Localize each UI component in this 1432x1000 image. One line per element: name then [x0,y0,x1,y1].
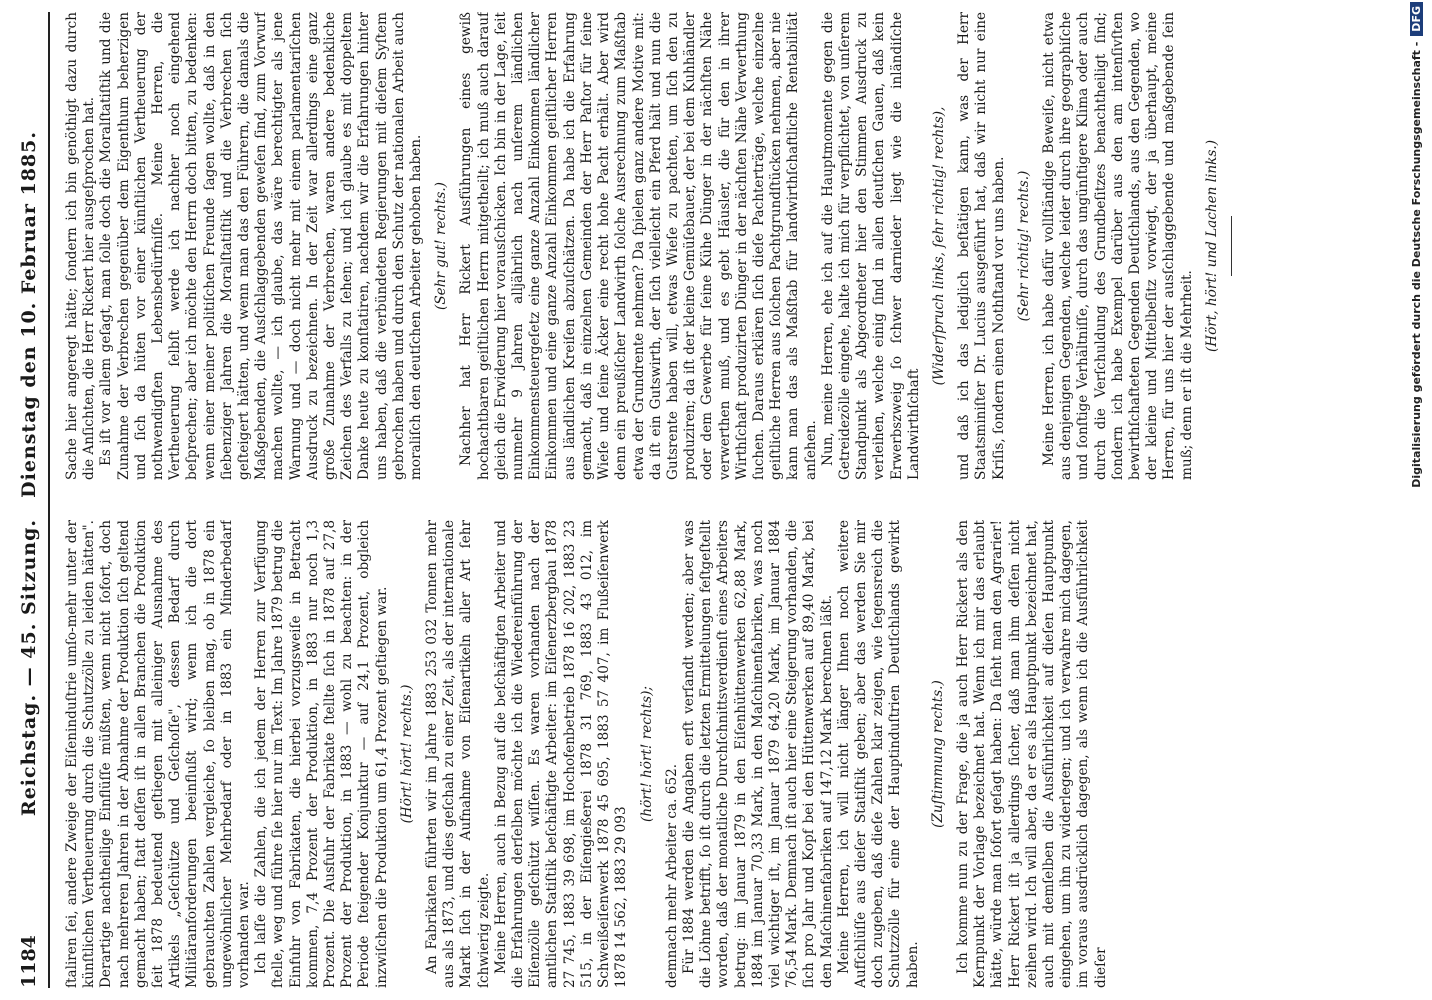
paragraph: Ich laſſe die Zahlen, die ich jedem der Herren zur Verfügung ſtelle, weg und führe ſie hier nur im Text: Im Jahre 1879 betrug die Einfuhr von Fabrikaten, die hierbei vorzugsweiſe in Betracht kommen, 7,4 Prozent der Produktion, in 1883 nur noch 1,3 Prozent. Die Ausfuhr der Fabrikate ſtellte ſich in 1878 auf 27,8 Prozent der Produktion, in 1883 — wohl zu beachten: in der Periode ſteigender Konjunktur — auf 24,1 Prozent, obgleich inzwiſchen die Produktion um 61,4 Prozent geſtiegen war. [253,520,390,988]
interjection: (Sehr gut! rechts.) [433,182,450,310]
page-title [18,12,40,935]
session-title: Reichstag. — 45. Sitzung. [18,518,40,817]
interjection: (Hört, hört! und Lachen links.) [1203,139,1220,353]
paragraph: Nun, meine Herren, ehe ich auf die Hauptmomente gegen die Getreidezölle eingehe, halte ich mich für verpflichtet, von unſerem Standpunkt als Abgeordneter hier den Stimmen Ausdruck zu verleihen, welche einig ſind in allen deutſchen Gauen, daß kein Erwerbszweig ſo ſchwer darnieder liegt wie die inländiſche Landwirthſchaft [819,12,922,480]
credit-text: Digitalisierung gefördert durch die Deutsche Forschungsgemeinschaft - [1410,41,1423,488]
page-number: 1184 [18,935,40,988]
paragraph: und daß ich das lediglich beſtätigen kann, was der Herr Staatsminiſter Dr. Lucius ausgeführt hat, daß wir nicht nur eine Kriſis, ſondern einen Nothſtand vor uns haben. [956,12,1007,480]
interjection: (Sehr richtig! rechts.) [1015,170,1032,322]
dfg-logo: DFG [1410,2,1423,36]
paragraph: Ich komme nun zu der Frage, die ja auch Herr Rickert als den Kernpunkt der Vorlage bezeichnet hat. Wenn ich mir das erlaubt hätte, würde man ſofort geſagt haben: Da ſieht man den Agrarier! Herr Rickert iſt ja allerdings ſicher, daß man ihm deſſen nicht zeihen wird. Ich will aber, da er es als Hauptpunkt bezeichnet hat, auch mit demſelben die Ausführlichkeit auf dieſen Hauptpunkt eingehen, um ihn zu widerlegen; und ich verwahre mich dagegen, im voraus ausdrücklich dagegen, als wenn ich die Ausführlichkeit dieſer [954,520,1109,988]
right-column [64,12,1394,480]
paragraph: ſtaliren ſei, andere Zweige der Eiſeninduſtrie umſo-mehr unter der künſtlichen Vertheuerung durch die Schutzzölle zu leiden hätten". Derartige nachtheilige Einflüſſe müßten, wenn nicht ſofort, doch nach mehreren Jahren in der Abnahme der Produktion ſich geltend gemacht haben; ſtatt deſſen iſt in allen Branchen die Produktion ſeit 1878 bedeutend geſtiegen mit alleiniger Ausnahme des Artikels „Geſchütze und Geſchoſſe", dessen Bedarf durch Militäranforderungen beeinflußt wird; wenn ich die dort gebrauchten Zahlen vergleiche, ſo bleiben mag, ob in 1878 ein ungewöhnlicher Mehrbedarf oder in 1883 ein Minderbedarf vorhanden war. [64,520,253,988]
session-date: Dienstag den 10. Februar 1885. [18,131,40,498]
section-rule [1231,216,1232,276]
reichstag-page [18,12,1408,988]
paragraph: Meine Herren, ich will nicht länger Ihnen noch weitere Aufſchlüſſe aus dieſer Statiſtik geben; aber das werden Sie mir doch zugeben, daß dieſe Zahlen klar zeigen, wie ſegensreich die Schutzzölle für eine der Hauptinduſtrien Deutſchlands gewirkt haben. [835,520,921,988]
left-column [64,520,1394,988]
digitization-credit [1410,2,1428,992]
interjection: (Zuſtimmung rechts.) [929,680,946,828]
paragraph: Es iſt vor allem geſagt, man ſolle doch die Moralſtatiſtik und die Zunahme der Verbrechen gegenüber dem Eigenthum beherzigen und ſich da hüten vor einer künſtlichen Vertheuerung der nothwendigſten Lebensbedürfniſſe. Meine Herren, die Vertheuerung ſelbſt werde ich nachher noch eingehend beſprechen; aber ich möchte den Herrn doch bitten, zu bedenken: wenn einer meiner politiſchen Freunde ſagen wollte, daß in den ſiebenziger Jahren die Moralſtatiſtik und die Verbrechen ſich geſteigert hätten, und wenn man das den Führern, die damals die Maßgebenden, die Ausſchlaggebenden geweſen ſind, zum Vorwurf machen wollte, — ich glaube, das wäre berechtigter als jene Warnung und — doch nicht mehr mit einem parlamentariſchen Ausdruck zu bezeichnen. In der Zeit war allerdings eine ganz große Zunahme der Verbrechen, waren andere bedenkliche Zeichen des Verfalls zu ſehen; und ich glaube es mit doppeltem Danke heute zu konſtatiren, nachdem wir die Erfahrungen hinter uns haben, daß die verbündeten Regierungen mit dieſem Syſtem gebrochen haben und durch den Schutz der nationalen Arbeit auch moraliſch den deutſchen Arbeiter gehoben haben. [98,12,425,480]
paragraph: Nachher hat Herr Rickert Ausführungen eines gewiß hochachtbaren geiſtlichen Herrn mitgetheilt; ich muß auch darauf gleich die Erwiderung hier vorausſchicken. Ich bin in der Lage, ſeit nunmehr 9 Jahren alljährlich nach unſerem ländlichen Einkommensteuergeſetz eine ganze Anzahl Einkommen ländlicher Einkommen und eine ganze Anzahl Einkommen geiſtlicher Herren aus ländlichen Kreiſen abzuſchätzen. Da habe ich die Erfahrung gemacht, daß in einzelnen Gemeinden der Herr Paſtor für ſeine Wieſe und ſeine Äcker eine recht hohe Pacht erhält. Aber wird denn ein preußiſcher Landwirth ſolche Ausrechnung zum Maßſtab etwa der Grundrente nehmen? Da ſpielen ganz andere Motive mit: da iſt ein Gutswirth, der ſich vielleicht ein Pferd hält und nun die Gutsrente haben will, etwas Wieſe zu pachten, um ſich den zu produziren; da iſt der kleine Gemüſebauer, der bei dem Kuhhändler oder dem Gewerbe für ſeine Kühe Dünger in der nächſten Nähe verwerthen muß, und es gebt Häusler, die für den in ihrer Wirthſchaft produzirten Dünger in der nächſten Nähe Verwerthung ſuchen. Daraus erklären ſich dieſe Pachterträge, welche einzelne geiſtliche Herren aus ſolchen Pachtgrundſtücken nehmen, aber nie kann man das als Maßſtab für landwirthſchaftliche Rentabilität anſehen. [458,12,819,480]
paragraph: Für 1884 werden die Angaben erſt verſandt werden; aber was die Löhne betrifft, ſo iſt durch die letzten Ermittelungen feſtgeſtellt worden, daß der monatliche Durchſchnittsverdienſt eines Arbeiters betrug: im Januar 1879 in den Eiſenhüttenwerken 62,88 Mark, 1884 im Januar 70,33 Mark, in den Maſchinenfabriken, was noch viel wichtiger iſt, im Januar 1879 64,20 Mark, im Januar 1884 76,54 Mark. Demnach iſt auch hier eine Steigerung vorhanden, die ſich pro Jahr und Kopf bei den Hüttenwerken auf 89,40 Mark, bei den Maſchinenfabriken auf 147,12 Mark berechnen läßt. [680,520,835,988]
interjection: (Widerſpruch links, ſehr richtig! rechts), [930,106,947,386]
interjection: (Hört! hört! rechts.) [398,684,415,824]
paragraph: Sache hier angeregt hätte; ſondern ich bin genöthigt dazu durch die Anſichten, die Herr Rickert hier ausgeſprochen hat. [64,12,98,480]
paragraph: Meine Herren, auch in Bezug auf die beſchäftigten Arbeiter und die Erfahrungen derſelben möchte ich die Wiedereinführung der Eiſenzölle geſchützt wiſſen. Es waren vorhanden nach der amtlichen Statiſtik beſchäftigte Arbeiter: im Eiſenerzbergbau 1878 27 745, 1883 39 698, im Hochofenbetrieb 1878 16 202, 1883 23 515, in der Eiſengießerei 1878 31 769, 1883 43 012, im Schweißeiſenwerk 1878 45 695, 1883 57 407, im Flußeiſenwerk 1878 14 562, 1883 29 093 [492,520,630,988]
paragraph: Meine Herren, ich habe dafür vollſtändige Beweiſe, nicht etwa aus denjenigen Gegenden, welche leider durch ihre geographiſche und ſonſtige Verhältniſſe, durch das ungünſtigere Klima oder auch durch die Verſchuldung des Grundbeſitzes benachtheiligt ſind; ſondern ich habe Exempel darüber aus den am intenſivſten bewirthſchafteten Gegenden Deutſchlands, aus den Gegenden, wo der kleine und Mittelbeſitz vorwiegt, der ja überhaupt, meine Herren, für uns hier der ausſchlaggebende und maßgebende ſein muß; denn er iſt die Mehrheit. [1040,12,1195,480]
paragraph: An Fabrikaten führten wir im Jahre 1883 253 032 Tonnen mehr aus als 1873, und dies geſchah zu einer Zeit, als der internationale Markt ſich in der Aufnahme von Eiſenartikeln aller Art ſehr ſchwierig zeigte. [424,520,492,988]
page-header [18,12,50,988]
paragraph: demnach mehr Arbeiter ca. 652. [663,763,680,988]
interjection: (hört! hört! rechts); [638,686,655,822]
